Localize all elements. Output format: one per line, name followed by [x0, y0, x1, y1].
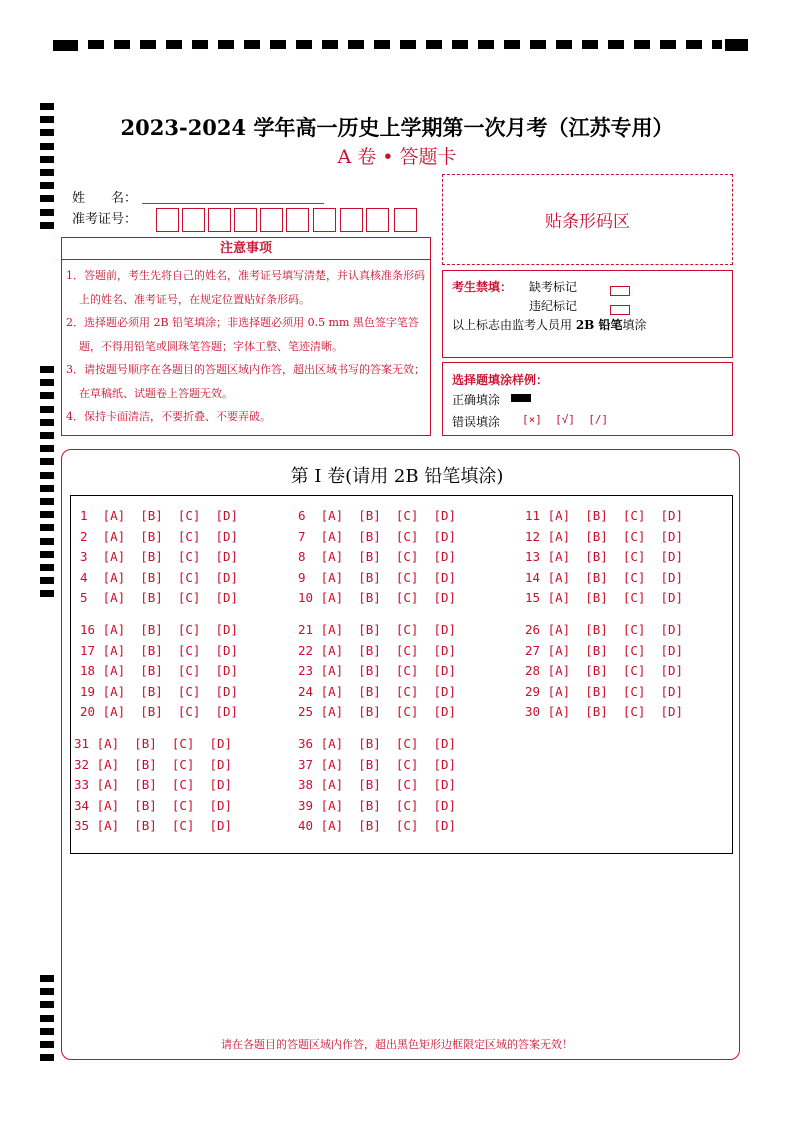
- question-row[interactable]: 3 [A] [B] [C] [D]: [80, 549, 239, 565]
- question-row[interactable]: 15 [A] [B] [C] [D]: [525, 590, 684, 606]
- question-row[interactable]: 16 [A] [B] [C] [D]: [80, 622, 239, 637]
- question-row[interactable]: 2 [A] [B] [C] [D]: [80, 528, 239, 544]
- question-row[interactable]: 17 [A] [B] [C] [D]: [80, 642, 239, 658]
- question-row[interactable]: 5 [A] [B] [C] [D]: [80, 590, 239, 606]
- prohibited-label: 考生禁填：: [452, 280, 513, 294]
- question-row[interactable]: 13 [A] [B] [C] [D]: [525, 549, 684, 565]
- question-row[interactable]: 22 [A] [B] [C] [D]: [298, 642, 457, 658]
- question-row[interactable]: 31 [A] [B] [C] [D]: [74, 736, 233, 751]
- name-label: 姓 名：: [72, 191, 138, 206]
- id-label: 准考证号：: [72, 212, 138, 227]
- notice-heading: 注意事项: [62, 238, 430, 260]
- question-row[interactable]: 8 [A] [B] [C] [D]: [298, 549, 457, 565]
- question-row[interactable]: 10 [A] [B] [C] [D]: [298, 590, 457, 606]
- question-row[interactable]: 40 [A] [B] [C] [D]: [298, 818, 457, 834]
- question-row[interactable]: 37 [A] [B] [C] [D]: [298, 756, 457, 772]
- question-row[interactable]: 19 [A] [B] [C] [D]: [80, 683, 239, 699]
- question-row[interactable]: 14 [A] [B] [C] [D]: [525, 569, 684, 585]
- question-row[interactable]: 23 [A] [B] [C] [D]: [298, 663, 457, 679]
- question-row[interactable]: 39 [A] [B] [C] [D]: [298, 797, 457, 813]
- question-row[interactable]: 11 [A] [B] [C] [D]: [525, 508, 684, 523]
- question-row[interactable]: 35 [A] [B] [C] [D]: [74, 818, 233, 834]
- page-subtitle: A 卷 • 答题卡: [337, 146, 457, 168]
- question-row[interactable]: 12 [A] [B] [C] [D]: [525, 528, 684, 544]
- question-row[interactable]: 34 [A] [B] [C] [D]: [74, 797, 233, 813]
- notice-list: [66, 264, 430, 429]
- violation-label: 违纪标记: [529, 299, 578, 313]
- barcode-area: [442, 174, 733, 265]
- question-row[interactable]: 1 [A] [B] [C] [D]: [80, 508, 239, 523]
- wrong-fill-label: 错误填涂: [452, 415, 501, 429]
- footer-note: 请在各题目的答题区域内作答，超出黑色矩形边框限定区域的答案无效！: [221, 1038, 573, 1051]
- barcode-label: 贴条形码区: [545, 212, 630, 232]
- question-row[interactable]: 6 [A] [B] [C] [D]: [298, 508, 457, 523]
- question-row[interactable]: 29 [A] [B] [C] [D]: [525, 683, 684, 699]
- notice-item: 1．答题前，考生先将自己的姓名，准考证号填写清楚，并认真核准条形码上的姓名、准考证号，在规定位置贴好条形码。: [66, 269, 425, 306]
- question-row[interactable]: 18 [A] [B] [C] [D]: [80, 663, 239, 679]
- sample-heading: 选择题填涂样例：: [452, 373, 549, 387]
- question-row[interactable]: 21 [A] [B] [C] [D]: [298, 622, 457, 637]
- wrong-fill-samples: [×] [√] [/]: [522, 413, 609, 426]
- question-row[interactable]: 4 [A] [B] [C] [D]: [80, 569, 239, 585]
- section-title: 第 I 卷(请用 2B 铅笔填涂): [290, 466, 504, 487]
- page-title: 2023-2024 学年高一历史上学期第一次月考（江苏专用）: [120, 115, 674, 140]
- correct-fill-label: 正确填涂: [452, 393, 501, 407]
- question-row[interactable]: 33 [A] [B] [C] [D]: [74, 777, 233, 793]
- notice-item: 3．请按题号顺序在各题目的答题区域内作答，超出区域书写的答案无效；在草稿纸、试题卷上答题无效。: [66, 363, 425, 400]
- question-row[interactable]: 28 [A] [B] [C] [D]: [525, 663, 684, 679]
- question-row[interactable]: 38 [A] [B] [C] [D]: [298, 777, 457, 793]
- question-row[interactable]: 32 [A] [B] [C] [D]: [74, 756, 233, 772]
- question-row[interactable]: 24 [A] [B] [C] [D]: [298, 683, 457, 699]
- name-field[interactable]: [142, 203, 324, 204]
- absent-label: 缺考标记: [529, 280, 578, 294]
- notice-item: 4．保持卡面清洁，不要折叠、不要弄破。: [66, 410, 271, 423]
- question-row[interactable]: 25 [A] [B] [C] [D]: [298, 704, 457, 720]
- notice-item: 2．选择题必须用 2B 铅笔填涂；非选择题必须用 0.5 mm 黑色签字笔答题，不得用铅笔或圆珠笔答题；字体工整、笔迹清晰。: [66, 316, 419, 353]
- question-row[interactable]: 7 [A] [B] [C] [D]: [298, 528, 457, 544]
- prohibited-note: 以上标志由监考人员用 2B 铅笔填涂: [452, 318, 647, 332]
- question-row[interactable]: 9 [A] [B] [C] [D]: [298, 569, 457, 585]
- question-row[interactable]: 26 [A] [B] [C] [D]: [525, 622, 684, 637]
- question-row[interactable]: 20 [A] [B] [C] [D]: [80, 704, 239, 720]
- absent-mark-box[interactable]: [610, 280, 630, 299]
- question-row[interactable]: 27 [A] [B] [C] [D]: [525, 642, 684, 658]
- question-row[interactable]: 30 [A] [B] [C] [D]: [525, 704, 684, 720]
- correct-fill-sample: [511, 394, 531, 402]
- question-row[interactable]: 36 [A] [B] [C] [D]: [298, 736, 457, 751]
